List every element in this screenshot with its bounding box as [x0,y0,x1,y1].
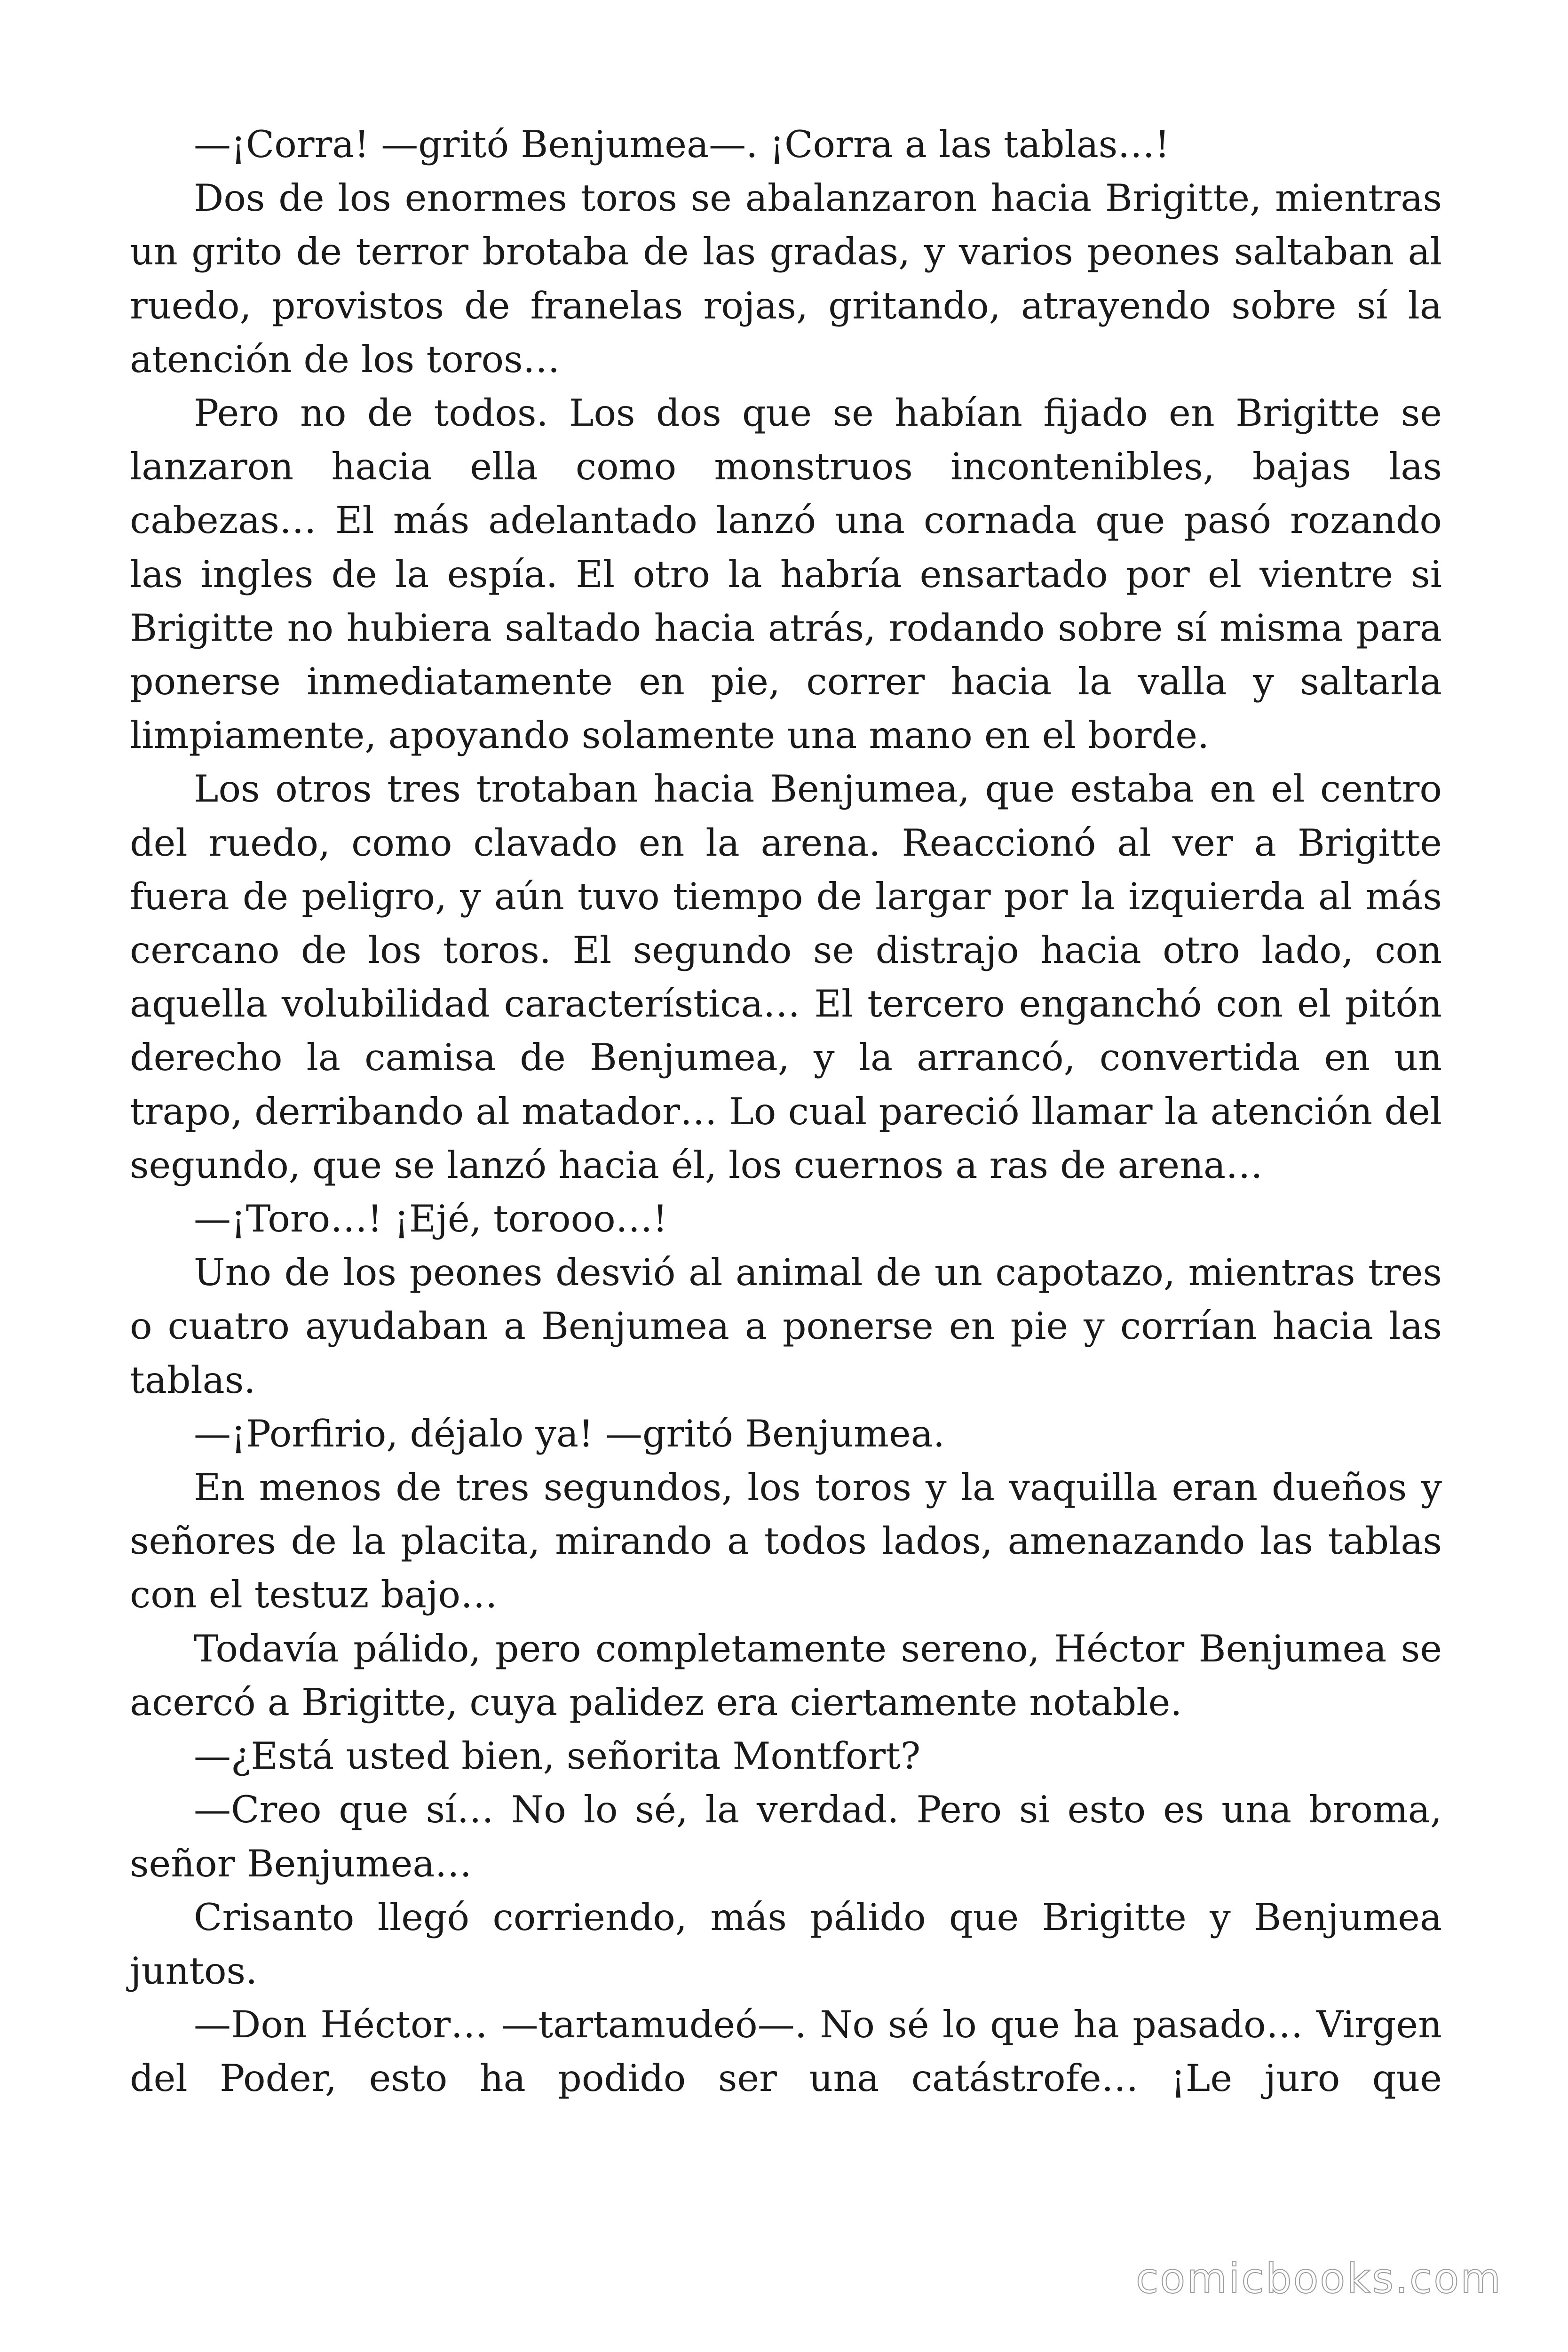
watermark: comicbooks.com [1135,2254,1502,2303]
paragraph: En menos de tres segundos, los toros y la vaquilla eran dueños y señores de la placita, mirando a todos lados, amenazando las tablas con el testuz bajo… [130,1466,1442,1617]
paragraph: Uno de los peones desvió al animal de un capotazo, mientras tres o cuatro ayudaban a Benjumea a ponerse en pie y corrían hacia las tablas. [130,1251,1442,1402]
paragraph: —¿Está usted bien, señorita Montfort? [194,1734,921,1778]
paragraph: —Creo que sí… No lo sé, la verdad. Pero si esto es una broma, señor Benjumea… [130,1788,1442,1885]
paragraph: —¡Corra! —gritó Benjumea—. ¡Corra a las tablas…! [194,123,1170,166]
paragraph: —¡Porfirio, déjalo ya! —gritó Benjumea. [194,1412,945,1455]
page-body [130,118,1442,2106]
paragraph: Crisanto llegó corriendo, más pálido que Brigitte y Benjumea juntos. [130,1895,1442,1993]
paragraph: Dos de los enormes toros se abalanzaron hacia Brigitte, mientras un grito de terror brotaba de las gradas, y varios peones saltaban al ruedo, provistos de franelas rojas, gritando, atrayendo sobre sí la atención de los toros… [130,176,1442,381]
paragraph: Todavía pálido, pero completamente sereno, Héctor Benjumea se acercó a Brigitte, cuya palidez era ciertamente notable. [130,1627,1442,1724]
paragraph-continued: —Don Héctor… —tartamudeó—. No sé lo que ha pasado… Virgen del Poder, esto ha podido ser una catástrofe… ¡Le juro que [130,2003,1442,2100]
paragraph: Los otros tres trotaban hacia Benjumea, que estaba en el centro del ruedo, como clavado en la arena. Reaccionó al ver a Brigitte fuera de peligro, y aún tuvo tiempo de largar por la izquierda al más cercano de los toros. El segundo se distrajo hacia otro lado, con aquella volubilidad característica… El tercero enganchó con el pitón derecho la camisa de Benjumea, y la arrancó, convertida en un trapo, derribando al matador… Lo cual pareció llamar la atención del segundo, que se lanzó hacia él, los cuernos a ras de arena… [130,767,1442,1187]
paragraph: —¡Toro…! ¡Ejé, torooo…! [194,1197,668,1241]
paragraph: Pero no de todos. Los dos que se habían fijado en Brigitte se lanzaron hacia ella como monstruos incontenibles, bajas las cabezas… El más adelantado lanzó una cornada que pasó rozando las ingles de la espía. El otro la habría ensartado por el vientre si Brigitte no hubiera saltado hacia atrás, rodando sobre sí misma para ponerse inmediatamente en pie, correr hacia la valla y saltarla limpiamente, apoyando solamente una mano en el borde. [130,391,1442,757]
